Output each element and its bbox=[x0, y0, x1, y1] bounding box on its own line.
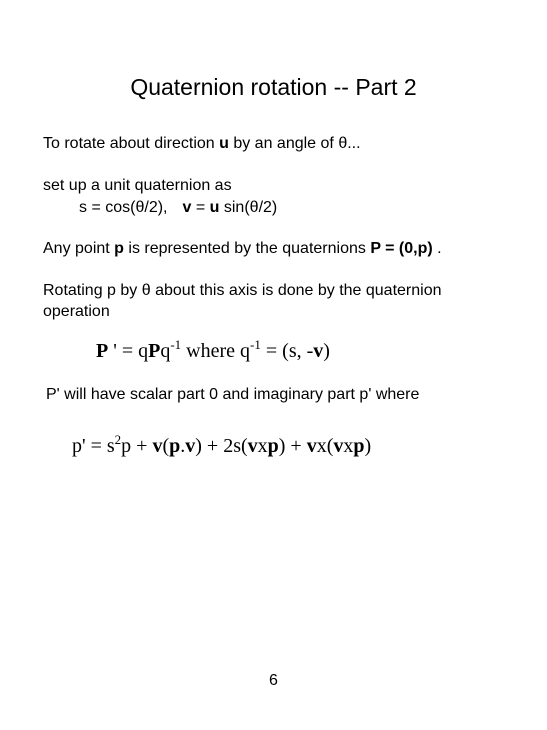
text: x( bbox=[316, 435, 334, 457]
text: ' = q bbox=[108, 340, 149, 362]
text: . bbox=[432, 240, 442, 257]
p-symbol: p bbox=[114, 240, 124, 257]
v-symbol: v bbox=[333, 435, 344, 457]
P-quaternion: P = (0,p) bbox=[370, 240, 433, 257]
text: = bbox=[191, 199, 210, 216]
operation-line: operation bbox=[43, 303, 110, 320]
setup-line: set up a unit quaternion as bbox=[43, 177, 232, 194]
v-symbol: v bbox=[313, 340, 324, 362]
superscript: -1 bbox=[170, 337, 182, 352]
v-symbol: v bbox=[247, 435, 258, 457]
theta-symbol: θ bbox=[141, 282, 151, 299]
p-symbol: p bbox=[267, 435, 279, 457]
text: where q bbox=[181, 340, 251, 362]
text: p' = s bbox=[72, 435, 115, 457]
v-symbol: v bbox=[185, 435, 196, 457]
rotation-formula bbox=[96, 337, 330, 363]
superscript: -1 bbox=[250, 337, 261, 352]
text: /2) bbox=[258, 199, 278, 216]
theta-symbol: θ bbox=[338, 135, 348, 152]
text: by an angle of bbox=[228, 135, 339, 152]
text: sin( bbox=[219, 199, 250, 216]
page-number: 6 bbox=[269, 672, 278, 689]
text: ) bbox=[364, 435, 372, 457]
u-symbol: u bbox=[209, 199, 220, 216]
text: /2), bbox=[144, 199, 168, 216]
v-symbol: v bbox=[152, 435, 163, 457]
p-symbol: p bbox=[169, 435, 181, 457]
text: x bbox=[343, 435, 354, 457]
text: Any point bbox=[43, 240, 115, 257]
quaternion-definition-line bbox=[79, 199, 277, 217]
v-symbol: v bbox=[182, 199, 192, 216]
u-symbol: u bbox=[219, 135, 229, 152]
P-symbol: P bbox=[148, 340, 161, 362]
theta-symbol: θ bbox=[249, 199, 259, 216]
text: p + bbox=[121, 435, 153, 457]
p-symbol: p bbox=[353, 435, 365, 457]
text: ) + bbox=[278, 435, 307, 457]
result-description-line: P' will have scalar part 0 and imaginary part p' where bbox=[46, 386, 420, 403]
text: ( bbox=[162, 435, 170, 457]
text: . bbox=[180, 435, 186, 457]
text: ... bbox=[347, 135, 361, 152]
text: To rotate about direction bbox=[43, 135, 220, 152]
text: s = cos( bbox=[79, 199, 136, 216]
theta-symbol: θ bbox=[135, 199, 145, 216]
text: = (s, - bbox=[260, 340, 314, 362]
rotation-intro-line bbox=[43, 135, 361, 153]
text: is represented by the quaternions bbox=[123, 240, 371, 257]
point-representation-line bbox=[43, 240, 442, 258]
text: ) + 2s( bbox=[195, 435, 248, 457]
text: x bbox=[257, 435, 268, 457]
rotating-line bbox=[43, 282, 442, 300]
text: q bbox=[160, 340, 171, 362]
text: about this axis is done by the quaternion bbox=[150, 282, 442, 299]
superscript: 2 bbox=[114, 432, 122, 447]
text: Rotating p by bbox=[43, 282, 142, 299]
slide-title: Quaternion rotation -- Part 2 bbox=[130, 74, 417, 100]
v-symbol: v bbox=[306, 435, 317, 457]
text: ) bbox=[323, 340, 330, 362]
expanded-formula bbox=[72, 432, 372, 458]
P-symbol: P bbox=[96, 340, 109, 362]
